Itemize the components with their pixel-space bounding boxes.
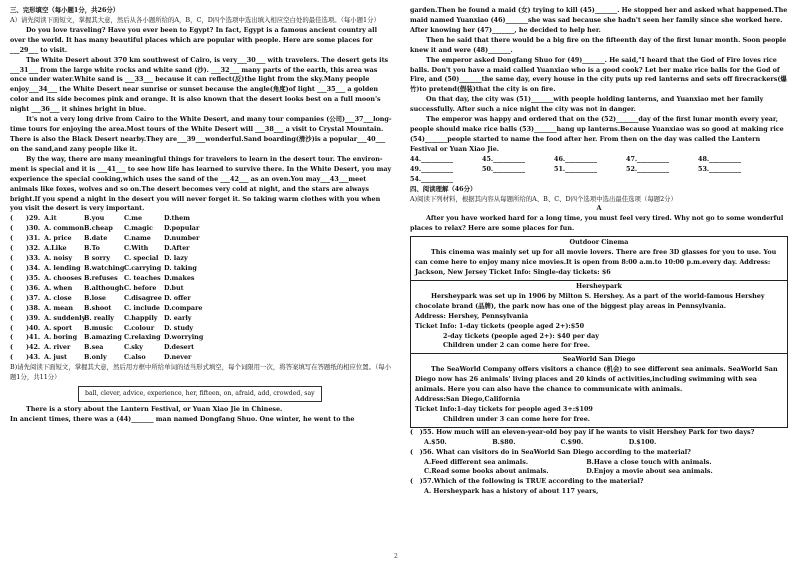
option-b[interactable]: B.only	[84, 353, 107, 362]
option-c[interactable]: C.colour	[124, 323, 155, 332]
option-c[interactable]: C.magic	[124, 224, 153, 233]
place-hersheypark	[411, 280, 787, 353]
story-paragraph: On that day, the city was (51)_______with people holding lanterns, and Yuanxiao met her family successfully. After such a nice night the city was not in danger.	[410, 95, 764, 114]
option-d[interactable]: D. offer	[164, 293, 191, 302]
question-number: )43.	[26, 353, 41, 362]
question-options	[410, 467, 788, 477]
option-row	[10, 214, 394, 224]
answer-paren[interactable]: (	[10, 214, 14, 223]
answer-paren[interactable]: (	[10, 313, 14, 322]
option-c[interactable]: C. before	[124, 283, 157, 292]
option-d[interactable]: D. taking	[164, 263, 197, 272]
option-c[interactable]: C.me	[124, 214, 143, 223]
option-b[interactable]: B.watching	[84, 263, 125, 272]
question-number: )34.	[26, 263, 41, 272]
option-row	[10, 224, 394, 234]
answer-blank[interactable]: 53.__________	[698, 164, 742, 173]
question-stem-text: )55. How much will an eleven-year-old boy pay if he wants to visit Hershey Park for two days?	[419, 427, 755, 436]
answer-paren[interactable]: (	[10, 283, 14, 292]
option-b[interactable]: B.shoot	[84, 303, 112, 312]
answer-paren[interactable]: (	[10, 254, 14, 263]
part-b-line: In ancient times, there was a (44)_______ man named Dongfang Shuo. One winter, he went to the	[10, 414, 355, 423]
question-number: )37.	[26, 293, 41, 302]
option-a[interactable]: A. sport	[44, 323, 73, 332]
option-c[interactable]: C.also	[124, 353, 146, 362]
word-box: ball, clever, advice, experience, her, fifteen, on, afraid, add, crowded, say	[78, 386, 322, 402]
option-c[interactable]: C.Read some books about animals.	[424, 467, 549, 476]
option-b[interactable]: B.you	[84, 214, 105, 223]
place-text: Children under 3 can come here for free.	[443, 414, 591, 423]
option-row	[10, 343, 394, 353]
option-b[interactable]: B. really	[84, 313, 114, 322]
place-text: This cinema was mainly set up for all movie lovers. There are free 3D glasses for you to use. You can come here to enjoy many nice movies.It is open from 8:00 a.m.to 10:00 p.m.every day. Address: Jackson, New Jersey Ticket Info: Single-day tickets: $6	[415, 248, 777, 276]
option-b[interactable]: B sorry	[84, 254, 110, 263]
option-a[interactable]: A. price	[44, 234, 72, 243]
question-options	[410, 438, 788, 448]
question-number: )31.	[26, 234, 41, 243]
answer-paren[interactable]: (	[10, 273, 14, 282]
question-number: )32.	[26, 244, 41, 253]
option-c[interactable]: C. include	[124, 303, 160, 312]
answer-blank[interactable]: 52.__________	[626, 164, 670, 173]
answer-blank[interactable]: 54.__________	[410, 174, 454, 183]
option-row	[10, 244, 394, 254]
answer-blank[interactable]: 44.__________	[410, 154, 454, 163]
option-b[interactable]: B.cheap	[84, 224, 113, 233]
option-d[interactable]: D.compare	[164, 303, 203, 312]
option-b[interactable]: B.sea	[84, 343, 104, 352]
answer-paren[interactable]: (	[10, 343, 14, 352]
option-c[interactable]: C.happily	[124, 313, 158, 322]
place-title: SeaWorld San Diego	[562, 355, 636, 364]
right-column	[410, 6, 788, 497]
question-number: )35.	[26, 273, 41, 282]
answer-paren[interactable]: (	[10, 303, 14, 312]
question-number: )38.	[26, 303, 41, 312]
option-c[interactable]: C.With	[124, 244, 149, 253]
answer-blank[interactable]: 51.__________	[554, 164, 598, 173]
answer-blank[interactable]: 50.__________	[482, 164, 526, 173]
place-title: Outdoor Cinema	[569, 238, 629, 247]
option-c[interactable]: C. special	[124, 254, 159, 263]
passage-intro: After you have worked hard for a long time, you must feel very tired. Why not go to some wonderful places to relax? Here are some places for fun.	[410, 214, 784, 233]
question-56	[410, 448, 788, 478]
answer-paren[interactable]: (	[10, 263, 14, 272]
option-b[interactable]: B.lose	[84, 293, 106, 302]
answer-blanks	[410, 155, 788, 185]
option-d[interactable]: D.makes	[164, 273, 195, 282]
option-b[interactable]: B.refuses	[84, 273, 118, 282]
option-c[interactable]: C.$90.	[560, 437, 584, 446]
option-row	[10, 333, 394, 343]
place-text: Address:San Diego,California	[415, 395, 521, 404]
answer-paren[interactable]: (	[10, 323, 14, 332]
passage-paragraph: It's not a very long drive from Cairo to the White Desert, and many tour companies (公司)___37___long-time tours for enjoying the area.Most tours of the White Desert will ___38___ a visit to Crystal Mountain. There is also the Black Desert nearby.They are___39___wonderful.Sand boarding(滑沙)is a popular___40___ on the sand,and zany people like it.	[10, 115, 392, 153]
option-a[interactable]: A.Like	[44, 244, 67, 253]
option-d[interactable]: D.worrying	[164, 333, 204, 342]
option-a[interactable]: A. lending	[44, 263, 81, 272]
option-b[interactable]: B.Have a close touch with animals.	[586, 457, 712, 466]
passage-label: A	[596, 204, 602, 213]
place-text: Children under 2 can come here for free.	[443, 341, 591, 350]
place-outdoor-cinema	[411, 237, 787, 280]
places-table	[410, 236, 788, 428]
option-row	[10, 264, 394, 274]
question-number: )41.	[26, 333, 41, 342]
question-stem: ( )55. How much will an eleven-year-old boy pay if he wants to visit Hershey Park for two days?	[410, 427, 755, 436]
answer-blank[interactable]: 46.__________	[554, 154, 598, 163]
option-row	[10, 304, 394, 314]
answer-paren[interactable]: (	[10, 224, 14, 233]
option-c[interactable]: C.relaxing	[124, 333, 161, 342]
reading-instructions: A)阅读下列材料，根据其内容从每题所给的A、B、C、D四个选项中选出最佳选项（每题2分）	[410, 194, 677, 203]
answer-paren[interactable]: (	[10, 333, 14, 342]
option-d[interactable]: D.Enjoy a movie about sea animals.	[586, 467, 713, 476]
option-a[interactable]: A. just	[44, 353, 67, 362]
option-d[interactable]: D.popular	[164, 224, 200, 233]
question-55	[410, 428, 788, 448]
option-c[interactable]: C.name	[124, 234, 151, 243]
passage-paragraph: The White Desert about 370 km southwest of Cairo, is very___30___ with travelers. The desert gets its ___31___ from the large white rocks and white sand (沙). ___32___ many parts of the earth, this area was once under water.White sand is ___33___ because it can reflect(反)the light from the sky.Many people enjoy___34___ the White Desert near sunrise or sunset because the angle(角度)of light ___35___ a golden color and its side becomes pink and orange. It is also known that the desert looks best on a full moon's night ___36___ it shines bright in blue.	[10, 55, 389, 114]
option-d[interactable]: D.never	[164, 353, 192, 362]
option-a[interactable]: A. common	[44, 224, 84, 233]
left-column	[10, 6, 394, 424]
option-row	[10, 353, 394, 363]
option-d[interactable]: D.but	[164, 283, 184, 292]
option-d[interactable]: D.them	[164, 214, 190, 223]
part-a-instructions: A）请先阅读下面短文，掌握其大意，然后从各小题所给的A，B，C，D四个选项中选出填入相应空白处的最佳选项。（每小题1分）	[10, 15, 380, 24]
question-stem: ( )57.Which of the following is TRUE according to the material?	[410, 477, 644, 486]
place-text: Address: Hershey, Pennsylvania	[415, 311, 529, 320]
option-a[interactable]: A. noisy	[44, 254, 73, 263]
question-stem: ( )56. What can visitors do in SeaWorld San Diego according to the material?	[410, 447, 691, 456]
question-57	[410, 477, 788, 497]
option-row	[10, 314, 394, 324]
answer-blank[interactable]: 49.__________	[410, 164, 454, 173]
passage-paragraph: By the way, there are many meaningful things for travelers to learn in the desert tour. The environ-ment is special and it is ___41___ to see how life has learned to survive there. In the White Desert, you may experience the special cooking,which uses the sand of the ___42___ as an oven.You may___43___meet animals like foxes, wolves and so on.The desert becomes very cold at night, and the stars are always bright.If you spend a night in the desert you will never forget it. So taking warm clothes with you when you visit the desert is very important.	[10, 154, 392, 213]
reading-title: 四、阅读理解（46分）	[410, 184, 477, 193]
part-b-instructions: B)请先阅读下面短文，掌握其大意，然后用方框中所给单词的适当形式填空，每个词限用一次，将答案填写在答题纸的相应位置。（每小题1分，共11分）	[10, 363, 392, 382]
option-b[interactable]: B.$80.	[492, 437, 516, 446]
place-text: Ticket Info:1-day tickets for people aged 3+:$109	[415, 404, 593, 413]
section-title: 三、完形填空（每小题1分，共26分）	[10, 6, 120, 14]
place-text: 2-day tickets (people aged 2+): $40 per day	[443, 331, 599, 340]
option-b[interactable]: B.although	[84, 283, 124, 292]
place-text: Ticket Info: 1-day tickets (people aged 2+):$50	[415, 321, 585, 330]
option-d[interactable]: D.After	[164, 244, 190, 253]
question-stem-text: )57.Which of the following is TRUE according to the material?	[419, 477, 644, 486]
answer-blank[interactable]: 45.__________	[482, 154, 526, 163]
option-a[interactable]: A. mean	[44, 303, 74, 312]
answer-paren[interactable]: (	[10, 234, 14, 243]
option-d[interactable]: D. early	[164, 313, 192, 322]
answer-blank[interactable]: 47.__________	[626, 154, 670, 163]
option-a[interactable]: A. chooses	[44, 273, 82, 282]
option-d[interactable]: D.number	[164, 234, 200, 243]
option-row	[10, 234, 394, 244]
part-b-line: There is a story about the Lantern Festival, or Yuan Xiao Jie in Chinese.	[26, 404, 283, 413]
option-d[interactable]: D. lazy	[164, 254, 188, 263]
question-number: )29.	[26, 214, 41, 223]
option-row	[10, 254, 394, 264]
option-a[interactable]: A. boring	[44, 333, 78, 342]
place-text: The SeaWorld Company offers visitors a chance (机会) to see different sea animals. SeaWorld San Diego now has 26 animals' living places and 20 kinds of activities,including swimming with sea animals. Here you can also have the chance to communicate with animals.	[415, 365, 778, 394]
option-c[interactable]: C.disagree	[124, 293, 162, 302]
option-a[interactable]: A. Hersheypark has a history of about 117 years,	[424, 487, 599, 496]
option-a[interactable]: A. suddenly	[44, 313, 86, 322]
question-stem-text: )56. What can visitors do in SeaWorld San Diego according to the material?	[419, 447, 691, 456]
question-options	[410, 487, 788, 497]
answer-paren[interactable]: (	[10, 293, 14, 302]
question-number: )33.	[26, 254, 41, 263]
page-number: 2	[394, 553, 398, 560]
question-options	[410, 458, 788, 468]
option-row	[10, 274, 394, 284]
question-number: )39.	[26, 313, 41, 322]
option-a[interactable]: A.Feed different sea animals.	[424, 457, 529, 466]
option-c[interactable]: C.carrying	[124, 263, 162, 272]
option-b[interactable]: B.date	[84, 234, 108, 243]
answer-paren[interactable]: (	[10, 353, 14, 362]
answer-blank[interactable]: 48.__________	[698, 154, 742, 163]
question-number: )36.	[26, 283, 41, 292]
option-c[interactable]: C.sky	[124, 343, 143, 352]
option-b[interactable]: B.To	[84, 244, 100, 253]
place-title: Hersheypark	[576, 281, 622, 290]
option-a[interactable]: A.it	[44, 214, 57, 223]
option-d[interactable]: D.desert	[164, 343, 195, 352]
options-list	[10, 214, 394, 363]
story-paragraph: Then he said that there would be a big fire on the fifteenth day of the first lunar month. Soon people knew it and were (48)_______.	[410, 35, 787, 54]
option-a[interactable]: A. river	[44, 343, 71, 352]
option-c[interactable]: C. teaches	[124, 273, 161, 282]
story-paragraph: garden.Then he found a maid (女) trying to kill (45)_______. He stopped her and asked what happened.The maid named Yuanxiao (46)_______she was sad because she hadn't seen her family since she worked here. After knowing her (47)_______, he decided to help her.	[410, 6, 788, 34]
story-paragraph: The emperor was happy and ordered that on the (52)_______day of the first lunar month every year, people should make rice balls (53)_______hang up lanterns.Because Yuanxiao was so good at making rice (54)_______people started to name the food after her. From then on the day was called the Lantern Festival or Yuan Xiao Jie.	[410, 115, 784, 153]
option-a[interactable]: A.$50.	[424, 437, 447, 446]
option-a[interactable]: A. close	[44, 293, 72, 302]
option-row	[10, 294, 394, 304]
option-a[interactable]: A. when	[44, 283, 73, 292]
passage-paragraph: Do you love traveling? Have you ever been to Egypt? In fact, Egypt is a famous ancient country all over the world. It has many beautiful places which are popular with people. Here are some places for ___29___ to visit.	[10, 25, 378, 54]
place-text: Hersheypark was set up in 1906 by Milton S. Hershey. As a part of the world-famous Hershey chocolate brand (品牌), the park now has one of the biggest play areas in Pennsylvania.	[415, 291, 765, 310]
option-b[interactable]: B.amazing	[84, 333, 122, 342]
option-d[interactable]: D. study	[164, 323, 194, 332]
option-b[interactable]: B.music	[84, 323, 113, 332]
question-number: )40.	[26, 323, 41, 332]
question-number: )42.	[26, 343, 41, 352]
option-row	[10, 284, 394, 294]
question-number: )30.	[26, 224, 41, 233]
place-seaworld	[411, 353, 787, 426]
story-paragraph: The emperor asked Dongfang Shuo for (49)_______. He said,"I heard that the God of Fire loves rice balls. Don't you have a maid called Yuanxiao who is a good cook? Let her make rice balls for the God of Fire, and (50)_______the same day, every house in the city puts up red lanterns and sets off firecrackers(爆竹)to pretend(假装)that the city is on fire.	[410, 55, 787, 94]
option-d[interactable]: D.$100.	[628, 437, 657, 446]
option-row	[10, 324, 394, 334]
answer-paren[interactable]: (	[10, 244, 14, 253]
